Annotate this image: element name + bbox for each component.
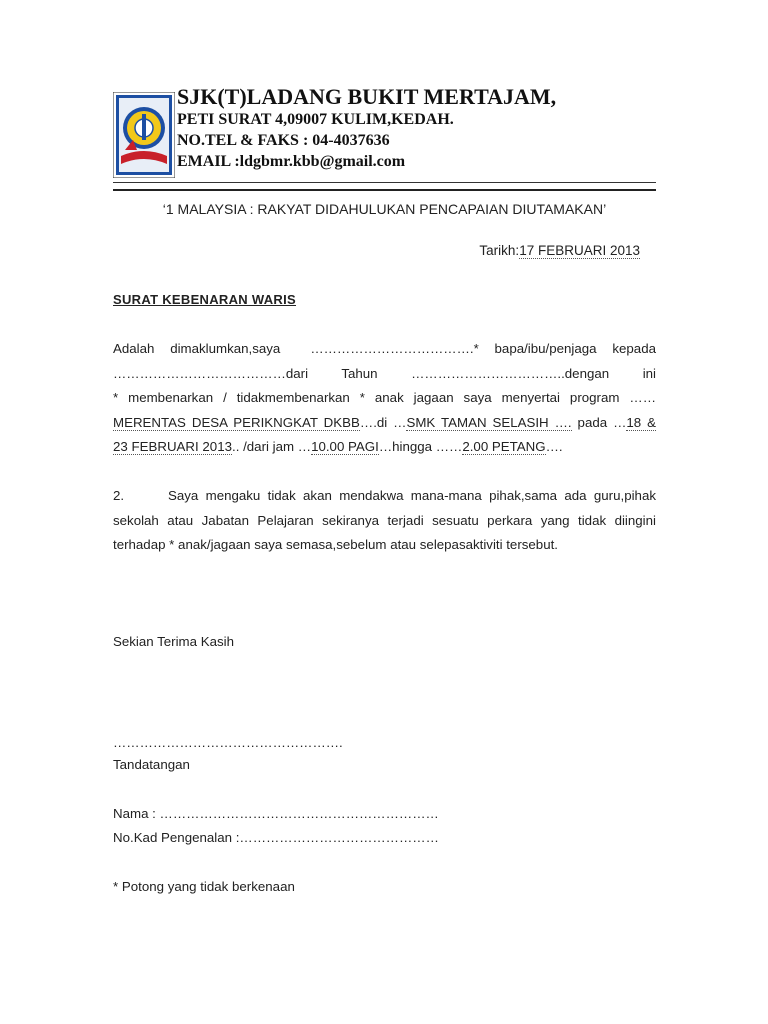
para2-line-2: sekolah atau Jabatan Pelajaran sekiranya terjadi sesuatu perkara yang tidak diingini bbox=[113, 512, 656, 528]
closing-text: Sekian Terima Kasih bbox=[113, 634, 234, 649]
signature-label: Tandatangan bbox=[113, 757, 190, 772]
event-venue: SMK TAMAN SELASIH …. bbox=[406, 414, 572, 430]
para1-line-2 bbox=[113, 362, 656, 387]
letterhead-divider-thick bbox=[113, 189, 656, 191]
signature-blank: ……………………………………………. bbox=[113, 735, 343, 750]
para1-line-1 bbox=[113, 337, 656, 362]
liability-paragraph bbox=[113, 484, 656, 558]
school-crest-logo bbox=[113, 92, 175, 178]
event-date-end: 23 FEBRUARI 2013 bbox=[113, 439, 232, 454]
para2-line-1: 2. Saya mengaku tidak akan mendakwa mana-mana pihak,sama ada guru,pihak bbox=[113, 488, 656, 503]
letter-title: SURAT KEBENARAN WARIS bbox=[113, 292, 297, 307]
year-blank: ……………………………..dengan ini bbox=[411, 365, 656, 381]
motto: ‘1 MALAYSIA : RAKYAT DIDAHULUKAN PENCAPAIAN DIUTAMAKAN’ bbox=[162, 201, 607, 217]
event-time-end: 2.00 PETANG bbox=[462, 439, 546, 454]
para1-text: Adalah dimaklumkan,saya bbox=[113, 341, 281, 356]
date-label: Tarikh: bbox=[479, 243, 520, 258]
child-name-blank: …………………………………dari Tahun bbox=[113, 365, 378, 381]
school-name: SJK(T)LADANG BUKIT MERTAJAM, bbox=[177, 84, 557, 109]
event-time-start: 10.00 PAGI bbox=[311, 439, 379, 454]
para1-text: …hingga …… bbox=[378, 439, 463, 454]
school-phone: NO.TEL & FAKS : 04-4037636 bbox=[177, 132, 390, 149]
para1-text: .. /dari jam … bbox=[232, 439, 312, 454]
parent-name-blank: ……………………………….* bapa/ibu/penjaga kepada bbox=[310, 341, 656, 356]
para1-line-4 bbox=[113, 411, 656, 436]
para2-line-3: terhadap * anak/jagaan saya semasa,sebelum atau selepasaktiviti tersebut. bbox=[113, 537, 558, 552]
event-date-start: 18 & bbox=[626, 414, 656, 430]
para1-text: ….di … bbox=[359, 414, 407, 430]
date-value: 17 FEBRUARI 2013 bbox=[519, 243, 640, 258]
school-address: PETI SURAT 4,09007 KULIM,KEDAH. bbox=[177, 111, 454, 128]
ic-number-field: No.Kad Pengenalan :……………………………………… bbox=[113, 830, 439, 845]
para1-line-5 bbox=[113, 435, 656, 460]
para1-line-3: * membenarkan / tidakmembenarkan * anak jagaan saya menyertai program …… bbox=[113, 390, 656, 405]
letterhead-divider-thin bbox=[113, 182, 656, 183]
consent-paragraph bbox=[113, 337, 656, 460]
date-row bbox=[479, 243, 640, 258]
school-email: EMAIL :ldgbmr.kbb@gmail.com bbox=[177, 153, 406, 170]
footnote: * Potong yang tidak berkenaan bbox=[113, 879, 295, 894]
event-name: MERENTAS DESA PERIKNGKAT DKBB bbox=[113, 414, 360, 430]
para1-text: …. bbox=[545, 439, 563, 454]
name-field: Nama : ……………………………………………………… bbox=[113, 806, 439, 821]
para1-text: pada … bbox=[571, 414, 627, 430]
